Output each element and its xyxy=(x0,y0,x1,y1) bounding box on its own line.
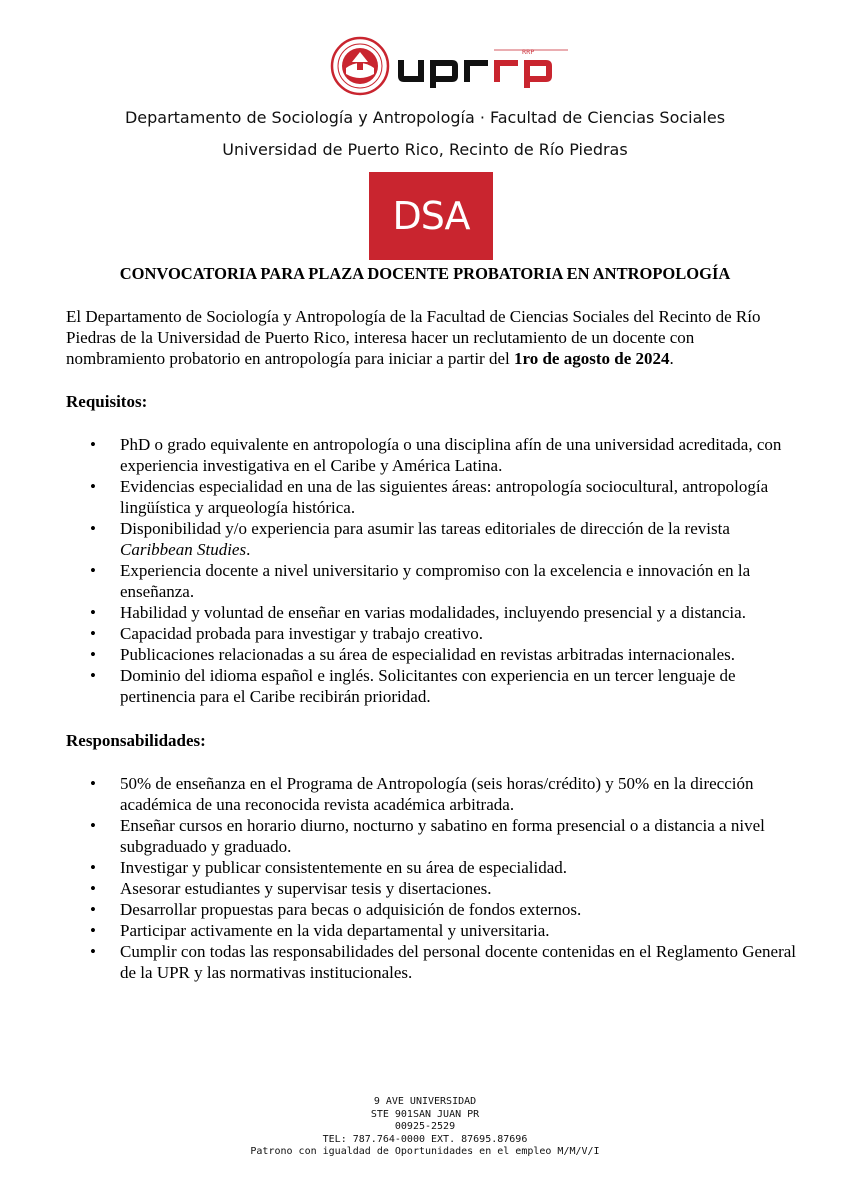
requisitos-heading: Requisitos: xyxy=(66,392,148,411)
list-item xyxy=(66,899,796,920)
list-item-text: Investigar y publicar consistentemente en su área de especialidad. xyxy=(120,858,568,877)
bullet-icon: • xyxy=(90,774,96,793)
start-date: 1ro de agosto de 2024 xyxy=(513,349,670,368)
footer-equal-opportunity: Patrono con igualdad de Oportunidades en el empleo M/M/V/I xyxy=(250,1146,600,1157)
footer-address xyxy=(0,1096,850,1159)
footer-line: 9 AVE UNIVERSIDAD xyxy=(373,1096,477,1107)
uprrp-logo xyxy=(394,44,570,88)
list-item xyxy=(66,623,796,644)
list-item-text: Asesorar estudiantes y supervisar tesis y disertaciones. xyxy=(120,879,492,898)
list-item xyxy=(66,773,796,815)
list-item-text: Participar activamente en la vida departamental y universitaria. xyxy=(120,921,550,940)
document-body xyxy=(66,306,796,983)
bullet-icon: • xyxy=(90,603,96,622)
bullet-icon: • xyxy=(90,666,96,685)
requisitos-list xyxy=(66,434,796,707)
intro-paragraph xyxy=(66,306,796,369)
list-item-text: Desarrollar propuestas para becas o adquisición de fondos externos. xyxy=(120,900,582,919)
intro-text: El Departamento de Sociología y Antropología de la Facultad de Ciencias Sociales del Recinto de Río Piedras de la Universidad de Puerto Rico, interesa hacer un reclutamiento de un docente con nombramiento probatorio en antropología para iniciar a partir del xyxy=(66,307,761,368)
list-item xyxy=(66,644,796,665)
list-item-text: Habilidad y voluntad de enseñar en varias modalidades, incluyendo presencial y a distancia. xyxy=(120,603,746,622)
list-item-text: Publicaciones relacionadas a su área de especialidad en revistas arbitradas internacionales. xyxy=(120,645,736,664)
responsabilidades-list xyxy=(66,773,796,983)
list-item xyxy=(66,878,796,899)
bullet-icon: • xyxy=(90,645,96,664)
footer-line: 00925-2529 xyxy=(394,1121,456,1132)
bullet-icon: • xyxy=(90,879,96,898)
bullet-icon: • xyxy=(90,942,96,961)
responsabilidades-heading: Responsabilidades: xyxy=(66,731,206,750)
logo-small-text: RRP xyxy=(522,49,534,56)
journal-name: Caribbean Studies xyxy=(120,540,247,559)
list-item xyxy=(66,602,796,623)
list-item xyxy=(66,476,796,518)
page-title: CONVOCATORIA PARA PLAZA DOCENTE PROBATORIA EN ANTROPOLOGÍA xyxy=(119,264,731,283)
list-item-text: Experiencia docente a nivel universitario y compromiso con la excelencia e innovación en la enseñanza. xyxy=(120,561,751,601)
list-item xyxy=(66,518,796,560)
list-item-text: Capacidad probada para investigar y trabajo creativo. xyxy=(120,624,483,643)
bullet-icon: • xyxy=(90,816,96,835)
list-item xyxy=(66,815,796,857)
bullet-icon: • xyxy=(90,900,96,919)
footer-line: STE 901SAN JUAN PR xyxy=(370,1108,480,1120)
dsa-badge: DSA xyxy=(369,172,493,260)
list-item-text: 50% de enseñanza en el Programa de Antropología (seis horas/crédito) y 50% en la dirección académica de una reconocida revista académica arbitrada. xyxy=(120,774,754,814)
intro-end: . xyxy=(669,349,674,368)
bullet-icon: • xyxy=(90,858,96,877)
logo-header xyxy=(0,32,850,96)
list-item-text: PhD o grado equivalente en antropología o una disciplina afín de una universidad acreditada, con experiencia investigativa en el Caribe y América Latina. xyxy=(120,435,782,475)
list-item-text: Disponibilidad y/o experiencia para asumir las tareas editoriales de dirección de la revista xyxy=(120,519,730,538)
list-item-text: Dominio del idioma español e inglés. Solicitantes con experiencia en un tercer lenguaje de pertinencia para el Caribe recibirán prioridad. xyxy=(120,666,736,706)
list-item-text: Enseñar cursos en horario diurno, nocturno y sabatino en forma presencial o a distancia a nivel subgraduado y graduado. xyxy=(120,816,765,856)
list-item xyxy=(66,665,796,707)
list-item xyxy=(66,857,796,878)
list-item xyxy=(66,920,796,941)
bullet-icon: • xyxy=(90,561,96,580)
journal-end: . xyxy=(246,540,251,559)
bullet-icon: • xyxy=(90,477,96,496)
department-line: Departamento de Sociología y Antropología · Facultad de Ciencias Sociales xyxy=(124,108,726,127)
bullet-icon: • xyxy=(90,519,96,538)
bullet-icon: • xyxy=(90,435,96,454)
list-item-text: Cumplir con todas las responsabilidades del personal docente contenidas en el Reglamento General de la UPR y las normativas institucionales. xyxy=(120,942,797,982)
bullet-icon: • xyxy=(90,921,96,940)
university-seal-icon xyxy=(330,36,390,96)
bullet-icon: • xyxy=(90,624,96,643)
list-item xyxy=(66,560,796,602)
list-item xyxy=(66,941,796,983)
footer-phone: TEL: 787.764-0000 EXT. 87695.87696 xyxy=(322,1133,528,1145)
university-line: Universidad de Puerto Rico, Recinto de Río Piedras xyxy=(222,140,628,159)
list-item-text: Evidencias especialidad en una de las siguientes áreas: antropología sociocultural, antropología lingüística y arqueología histórica. xyxy=(120,477,769,517)
list-item xyxy=(66,434,796,476)
